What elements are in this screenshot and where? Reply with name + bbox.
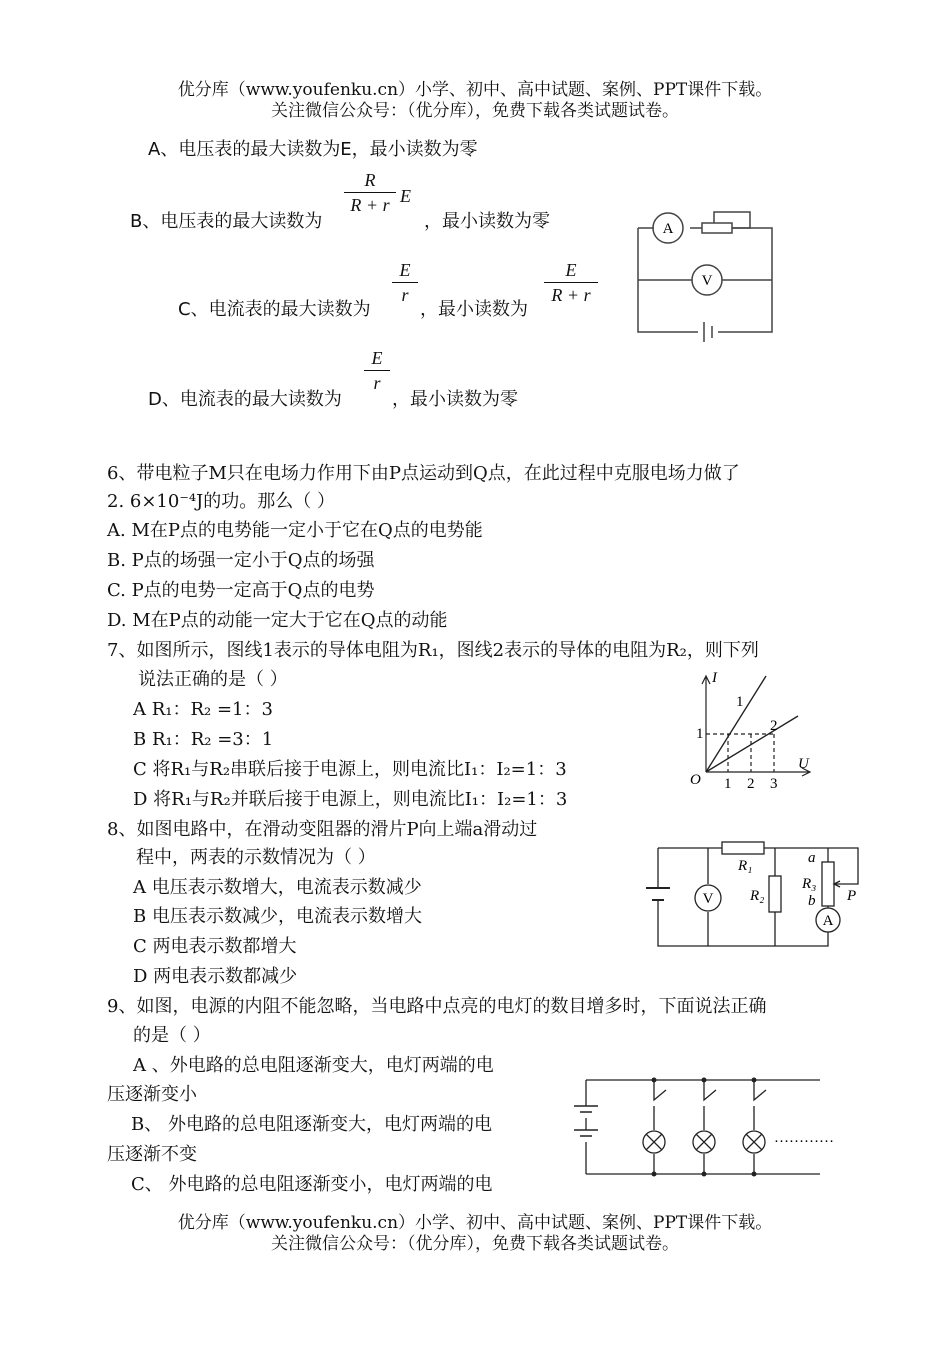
q8-a-label: a [808, 850, 816, 866]
q9-continuation-dots: ………… [774, 1130, 834, 1146]
q5-c-frac1-den: r [401, 285, 409, 305]
q5-c-fraction-1 [392, 258, 418, 307]
q8-r3-label: R₃ [802, 876, 817, 892]
q7-stem-line-2: 说法正确的是（ ） [138, 669, 288, 690]
q5-b-frac-num: R [364, 170, 376, 190]
q5-d-fraction [364, 346, 390, 395]
q7-line-2-label: 2 [770, 718, 778, 734]
q7-line-1-label: 1 [736, 694, 744, 710]
q5-b-frac-den: R + r [350, 195, 390, 215]
q5-ammeter-label: A [662, 221, 674, 237]
q5-b-frac-e: E [400, 186, 411, 206]
header-line-2: 关注微信公众号：（优分库），免费下载各类试题试卷。 [271, 101, 679, 121]
q8-voltmeter-label: V [702, 891, 714, 907]
q9-circuit-figure [568, 1070, 848, 1182]
q7-y-axis-label: I [712, 670, 717, 686]
q6-stem-line-2: 2. 6×10⁻⁴J的功。那么（ ） [107, 491, 335, 512]
q8-circuit-figure [640, 836, 870, 954]
q5-option-b-prefix: B、电压表的最大读数为 [130, 211, 323, 232]
q6-stem-line-1: 6、带电粒子M只在电场力作用下由P点运动到Q点，在此过程中克服电场力做了 [107, 463, 740, 484]
q5-c-fraction-2 [544, 258, 598, 307]
q5-option-c-prefix: C、电流表的最大读数为 [178, 299, 371, 320]
q7-x-tick-3: 3 [770, 776, 778, 792]
q7-option-a: A R₁：R₂ =1：3 [133, 699, 273, 720]
q7-iu-graph [688, 668, 818, 793]
q8-option-a: A 电压表示数增大，电流表示数减少 [133, 877, 422, 898]
q9-option-c-line-1: C、 外电路的总电阻逐渐变小，电灯两端的电 [131, 1174, 493, 1195]
q9-option-a-line-2: 压逐渐变小 [107, 1084, 197, 1105]
q9-stem-line-2: 的是（ ） [133, 1025, 211, 1046]
q7-origin-label: O [690, 772, 701, 788]
q6-option-c: C. P点的电势一定高于Q点的电势 [107, 580, 375, 601]
q8-option-c: C 两电表示数都增大 [133, 936, 297, 957]
q8-r2-label: R₂ [750, 888, 765, 904]
q5-c-frac1-num: E [399, 260, 411, 280]
q5-c-frac2-num: E [565, 260, 577, 280]
q5-option-c-mid: ，最小读数为 [420, 299, 528, 320]
q8-r1-label: R₁ [738, 858, 753, 874]
q7-option-c: C 将R₁与R₂串联后接于电源上，则电流比I₁：I₂=1：3 [133, 759, 567, 780]
footer-line-1: 优分库（www.youfenku.cn）小学、初中、高中试题、案例、PPT课件下载。 [177, 1213, 773, 1233]
q8-stem-line-1: 8、如图电路中，在滑动变阻器的滑片P向上端a滑动过 [107, 819, 538, 840]
q7-stem-line-1: 7、如图所示，图线1表示的导体电阻为R₁，图线2表示的导体的电阻为R₂，则下列 [107, 640, 759, 661]
q5-option-d-suffix: ，最小读数为零 [392, 389, 518, 410]
q8-stem-line-2: 程中，两表的示数情况为（ ） [136, 847, 376, 868]
q5-d-frac-den: r [373, 373, 381, 393]
q9-option-b-line-1: B、 外电路的总电阻逐渐变大，电灯两端的电 [131, 1114, 492, 1135]
q5-c-frac2-den: R + r [551, 285, 591, 305]
q6-option-a: A. M在P点的电势能一定小于它在Q点的电势能 [107, 520, 483, 541]
q7-x-tick-2: 2 [747, 776, 755, 792]
q7-option-d: D 将R₁与R₂并联后接于电源上，则电流比I₁：I₂=1：3 [133, 789, 568, 810]
q5-voltmeter-label: V [701, 273, 713, 289]
q5-option-a: A、电压表的最大读数为E，最小读数为零 [148, 139, 478, 160]
q8-option-b: B 电压表示数减少，电流表示数增大 [133, 906, 422, 927]
q5-d-frac-num: E [371, 348, 383, 368]
q6-option-d: D. M在P点的动能一定大于它在Q点的动能 [107, 610, 448, 631]
header-line-1: 优分库（www.youfenku.cn）小学、初中、高中试题、案例、PPT课件下载。 [177, 80, 773, 100]
q5-option-b-suffix: ，最小读数为零 [424, 211, 550, 232]
q5-circuit-figure [628, 200, 778, 350]
q5-option-d-prefix: D、电流表的最大读数为 [148, 389, 342, 410]
q9-option-a-line-1: A 、外电路的总电阻逐渐变大，电灯两端的电 [133, 1055, 494, 1076]
q6-option-b: B. P点的场强一定小于Q点的场强 [107, 550, 375, 571]
q8-p-label: P [847, 888, 857, 904]
q8-option-d: D 两电表示数都减少 [133, 966, 298, 987]
footer-line-2: 关注微信公众号：（优分库），免费下载各类试题试卷。 [271, 1234, 679, 1254]
q5-b-fraction [344, 168, 396, 217]
q8-b-label: b [808, 893, 816, 909]
q8-ammeter-label: A [822, 913, 834, 929]
q7-y-tick: 1 [696, 726, 704, 742]
q9-option-b-line-2: 压逐渐不变 [107, 1144, 197, 1165]
q9-stem-line-1: 9、如图，电源的内阻不能忽略，当电路中点亮的电灯的数目增多时，下面说法正确 [107, 996, 767, 1017]
q7-x-tick-1: 1 [724, 776, 732, 792]
q7-x-axis-label: U [798, 756, 809, 772]
q7-option-b: B R₁：R₂ =3：1 [133, 729, 274, 750]
